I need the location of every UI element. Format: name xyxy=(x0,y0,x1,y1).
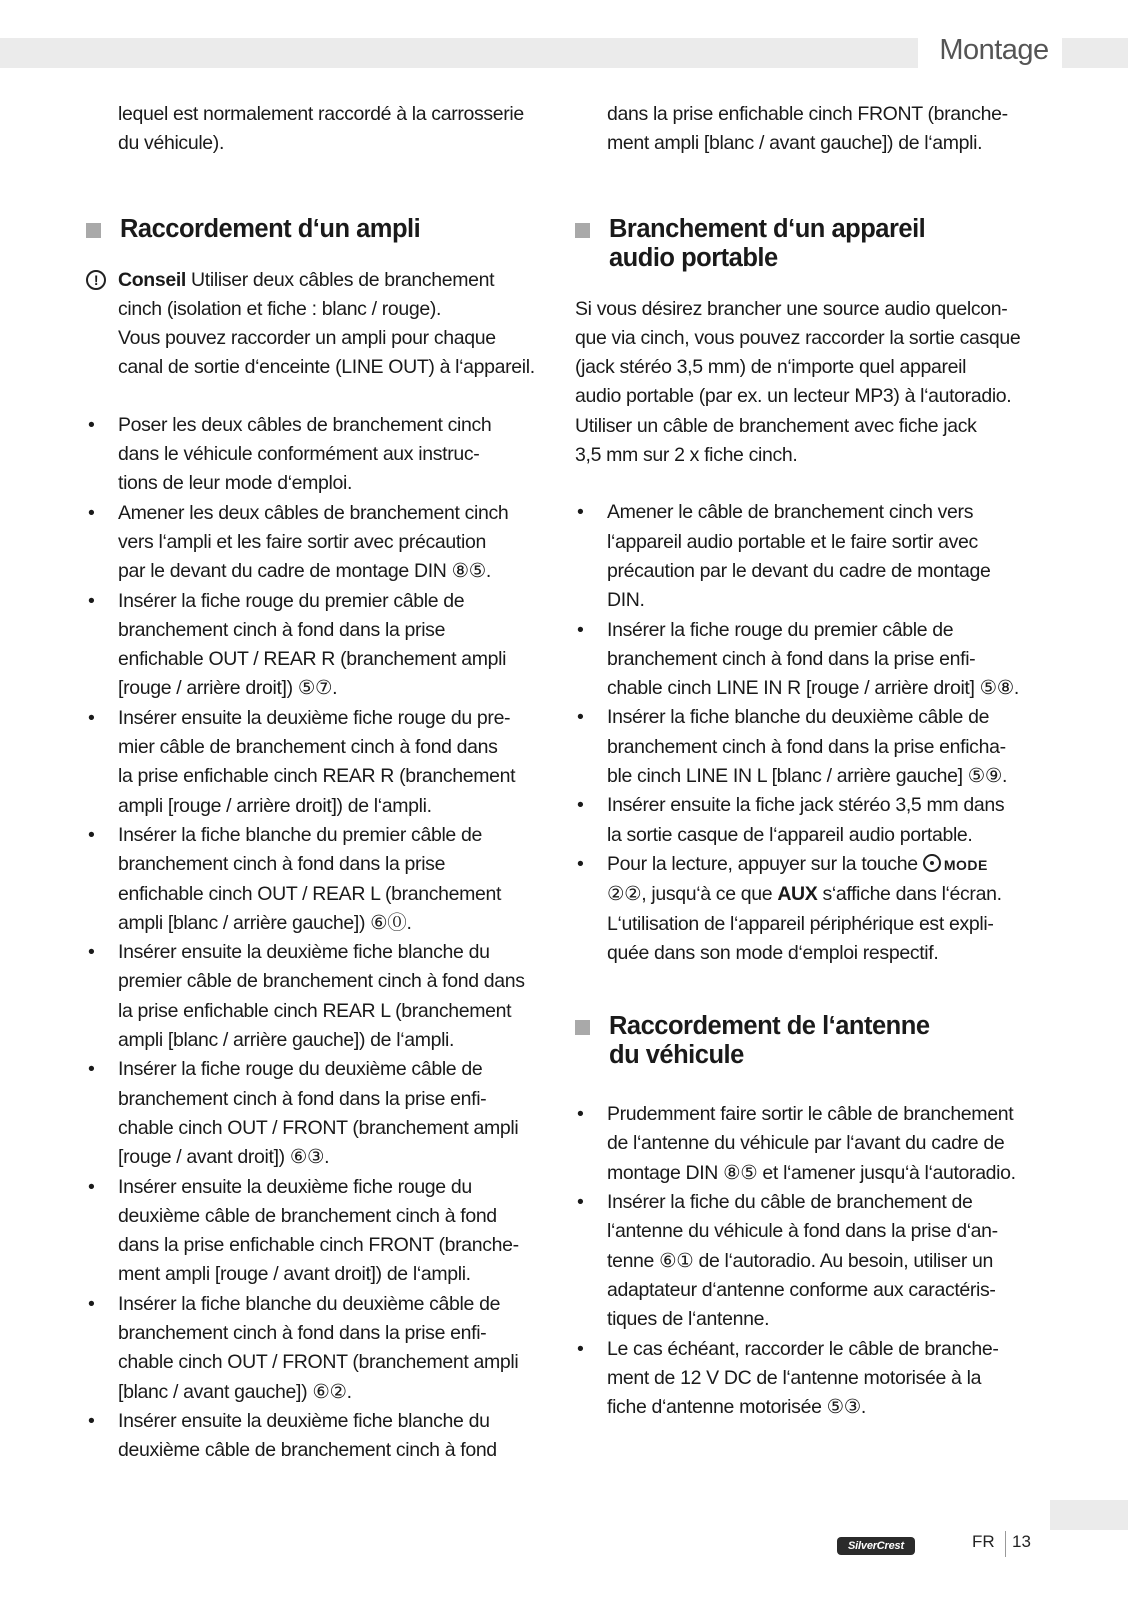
text-line: ble cinch LINE IN L [blanc / arrière gauche] ⑤⑨. xyxy=(607,765,1008,788)
exclamation-icon: ! xyxy=(86,270,106,290)
text-line: Insérer la fiche blanche du deuxième câble de xyxy=(118,1292,501,1315)
text-line: enfichable cinch OUT / REAR L (branchement xyxy=(118,882,502,905)
text-line: deuxième câble de branchement cinch à fond xyxy=(118,1439,497,1462)
text-line: Insérer ensuite la deuxième fiche rouge du xyxy=(118,1175,472,1198)
text-line: Insérer ensuite la deuxième fiche rouge du pre- xyxy=(118,706,511,729)
square-bullet-icon xyxy=(575,223,590,238)
text-line: dans la prise enfichable cinch FRONT (branche- xyxy=(118,1234,519,1257)
text-line: Insérer la fiche du câble de branchement de xyxy=(607,1191,973,1214)
footer-bar xyxy=(1050,1500,1128,1530)
list-item: • Insérer ensuite la deuxième fiche blanche du deuxième câble de branchement cinch à fond xyxy=(86,1407,546,1466)
text-line: chable cinch OUT / FRONT (branchement ampli xyxy=(118,1351,519,1374)
list-item: • Insérer la fiche rouge du premier câble de branchement cinch à fond dans la prise enfi- chable cinch LINE IN R [rouge / arrière droit] ⑤⑧. xyxy=(575,616,1035,704)
language-code: FR xyxy=(972,1532,995,1551)
text-line: tenne ⑥① de l‘autoradio. Au besoin, utiliser un xyxy=(607,1249,994,1272)
text-line: l‘antenne du véhicule à fond dans la prise d‘an- xyxy=(607,1220,998,1243)
list-item: • Insérer la fiche du câble de branchement de l‘antenne du véhicule à fond dans la prise d‘an- tenne ⑥① de l‘autoradio. Au besoin, utiliser un adaptateur d‘antenne conforme aux caractéris- tiques de l‘antenne. xyxy=(575,1188,1035,1334)
text-line: Le cas échéant, raccorder le câble de branche- xyxy=(607,1337,999,1360)
text-line: branchement cinch à fond dans la prise enfi- xyxy=(118,1087,487,1110)
right-bullet-list-1 xyxy=(575,498,1035,968)
text-line: branchement cinch à fond dans la prise enfi- xyxy=(118,1321,487,1344)
list-item: • Prudemment faire sortir le câble de branchement de l‘antenne du véhicule par l‘avant du cadre de montage DIN ⑧⑤ et l‘amener jusqu‘à l‘autoradio. xyxy=(575,1100,1035,1188)
list-item: • Le cas échéant, raccorder le câble de branche- ment de 12 V DC de l‘antenne motorisée à la fiche d‘antenne motorisée ⑤③. xyxy=(575,1335,1035,1423)
text-line: la prise enfichable cinch REAR L (branchement xyxy=(118,999,512,1022)
heading-portable-audio: Branchement d‘un appareil audio portable xyxy=(575,215,1035,273)
text-line: par le devant du cadre de montage DIN ⑧⑤. xyxy=(118,560,491,583)
text-line: tiques de l‘antenne. xyxy=(607,1308,770,1331)
list-item: • Poser les deux câbles de branchement cinch dans le véhicule conformément aux instruc- tions de leur mode d‘emploi. xyxy=(86,411,546,499)
text-line: cinch (isolation et fiche : blanc / rouge). xyxy=(118,297,442,320)
tip-block: ! Conseil Utiliser deux câbles de branchement cinch (isolation et fiche : blanc / rouge). Vous pouvez raccorder un ampli pour chaque canal de sortie d‘enceinte (LINE OUT) à l‘appareil. xyxy=(86,266,546,383)
list-item: • Insérer la fiche rouge du premier câble de branchement cinch à fond dans la prise enfichable OUT / REAR R (branchement ampli [rouge / arrière droit]) ⑤⑦. xyxy=(86,587,546,704)
text-line: branchement cinch à fond dans la prise xyxy=(118,618,446,641)
list-item-mode: • Pour la lecture, appuyer sur la touche MODE ②②, jusqu‘à ce que AUX s‘affiche dans l‘écran. L‘utilisation de l‘appareil périphérique est expli- quée dans son mode d‘emploi respectif. xyxy=(575,850,1035,968)
text-line: [rouge / arrière droit]) ⑤⑦. xyxy=(118,677,338,700)
text-line: Insérer ensuite la fiche jack stéréo 3,5 mm dans xyxy=(607,794,1005,817)
text-line: Insérer la fiche rouge du deuxième câble de xyxy=(118,1058,483,1081)
right-bullet-list-2 xyxy=(575,1100,1035,1422)
text-line: [rouge / avant droit]) ⑥③. xyxy=(118,1146,330,1169)
mode-key: MODE xyxy=(923,850,988,880)
text-line: l‘appareil audio portable et le faire sortir avec xyxy=(607,530,978,553)
text-line: de l‘antenne du véhicule par l‘avant du cadre de xyxy=(607,1132,1005,1155)
heading-amplifier: Raccordement d‘un ampli xyxy=(86,215,546,244)
list-item: • Insérer la fiche blanche du deuxième câble de branchement cinch à fond dans la prise enfi- chable cinch OUT / FRONT (branchement ampli [blanc / avant gauche]) ⑥②. xyxy=(86,1290,546,1407)
text-line: [blanc / avant gauche]) ⑥②. xyxy=(118,1380,352,1403)
list-item: • Insérer la fiche blanche du premier câble de branchement cinch à fond dans la prise enfichable cinch OUT / REAR L (branchement ampli [blanc / arrière gauche]) ⑥⓪. xyxy=(86,821,546,938)
text-line: Si vous désirez brancher une source audio quelcon- xyxy=(575,297,1008,320)
list-item: • Amener le câble de branchement cinch vers l‘appareil audio portable et le faire sortir avec précaution par le devant du cadre de montage DIN. xyxy=(575,498,1035,615)
text-line: précaution par le devant du cadre de montage xyxy=(607,559,991,582)
list-item: • Insérer ensuite la deuxième fiche rouge du pre- mier câble de branchement cinch à fond dans la prise enfichable cinch REAR R (branchement ampli [rouge / arrière droit]) de l‘ampli. xyxy=(86,704,546,821)
left-intro xyxy=(86,100,546,159)
square-bullet-icon xyxy=(86,223,101,238)
text-line: mier câble de branchement cinch à fond dans xyxy=(118,736,498,759)
list-item: • Insérer la fiche blanche du deuxième câble de branchement cinch à fond dans la prise enficha- ble cinch LINE IN L [blanc / arrière gauche] ⑤⑨. xyxy=(575,703,1035,791)
text-line: adaptateur d‘antenne conforme aux caractéris- xyxy=(607,1278,996,1301)
text-line: ment ampli [blanc / avant gauche]) de l‘ampli. xyxy=(607,132,983,155)
left-bullet-list xyxy=(86,411,546,1466)
text-line: fiche d‘antenne motorisée ⑤③. xyxy=(607,1396,866,1419)
text-line: enfichable OUT / REAR R (branchement ampli xyxy=(118,648,507,671)
left-column xyxy=(86,100,546,1465)
text-line: ampli [rouge / arrière droit]) de l‘ampli. xyxy=(118,794,432,817)
text-line: Vous pouvez raccorder un ampli pour chaque xyxy=(118,327,496,350)
list-item: • Insérer ensuite la deuxième fiche blanche du premier câble de branchement cinch à fond dans la prise enfichable cinch REAR L (branchement ampli [blanc / arrière gauche]) de l‘ampli. xyxy=(86,938,546,1055)
text-line: canal de sortie d‘enceinte (LINE OUT) à l‘appareil. xyxy=(118,356,535,379)
right-intro xyxy=(575,100,1035,159)
right-column xyxy=(575,100,1035,1422)
text-line: Insérer ensuite la deuxième fiche blanche du xyxy=(118,941,490,964)
list-item: • Insérer ensuite la fiche jack stéréo 3,5 mm dans la sortie casque de l‘appareil audio portable. xyxy=(575,791,1035,850)
text-line: 3,5 mm sur 2 x fiche cinch. xyxy=(575,444,798,467)
text-line: Prudemment faire sortir le câble de branchement xyxy=(607,1103,1014,1126)
text-line: Amener les deux câbles de branchement cinch xyxy=(118,501,509,524)
text-line: Insérer la fiche blanche du deuxième câble de xyxy=(607,706,990,729)
text-line: DIN. xyxy=(607,589,645,612)
text-line: audio portable (par ex. un lecteur MP3) à l‘autoradio. xyxy=(575,385,1012,408)
section-title: Montage xyxy=(939,34,1049,66)
text-line: Insérer la fiche rouge du premier câble de xyxy=(118,589,465,612)
text-line: branchement cinch à fond dans la prise xyxy=(118,853,446,876)
portable-audio-paragraph xyxy=(575,295,1035,471)
list-item: • Insérer ensuite la deuxième fiche rouge du deuxième câble de branchement cinch à fond dans la prise enfichable cinch FRONT (branche- ment ampli [rouge / avant droit]) de l‘ampli. xyxy=(86,1173,546,1290)
text-line: ment de 12 V DC de l‘antenne motorisée à la xyxy=(607,1366,982,1389)
text-line: deuxième câble de branchement cinch à fond xyxy=(118,1204,497,1227)
text-line: Insérer la fiche blanche du premier câble de xyxy=(118,823,482,846)
text-line: branchement cinch à fond dans la prise enfi- xyxy=(607,647,976,670)
text-line: montage DIN ⑧⑤ et l‘amener jusqu‘à l‘autoradio. xyxy=(607,1161,1016,1184)
header-bar-left xyxy=(0,38,918,68)
text-line: que via cinch, vous pouvez raccorder la sortie casque xyxy=(575,326,1021,349)
text-line: branchement cinch à fond dans la prise enficha- xyxy=(607,735,1006,758)
tip-label: Conseil xyxy=(118,268,186,291)
brand-logo: SilverCrest xyxy=(837,1537,915,1555)
text-line: Amener le câble de branchement cinch vers xyxy=(607,501,974,524)
text-line: Insérer la fiche rouge du premier câble de xyxy=(607,618,954,641)
text-line: vers l‘ampli et les faire sortir avec précaution xyxy=(118,530,486,553)
mode-icon xyxy=(923,854,941,872)
list-item: • Insérer la fiche rouge du deuxième câble de branchement cinch à fond dans la prise enfi- chable cinch OUT / FRONT (branchement ampli [rouge / avant droit]) ⑥③. xyxy=(86,1055,546,1172)
text-line: tions de leur mode d‘emploi. xyxy=(118,472,353,495)
text-line: lequel est normalement raccordé à la carrosserie xyxy=(118,103,524,125)
text-line: premier câble de branchement cinch à fond dans xyxy=(118,970,525,993)
heading-antenna: Raccordement de l‘antenne du véhicule xyxy=(575,1012,1035,1070)
text-line: Poser les deux câbles de branchement cinch xyxy=(118,413,492,436)
text-line: (jack stéréo 3,5 mm) de n‘importe quel appareil xyxy=(575,356,967,379)
text-line: chable cinch LINE IN R [rouge / arrière droit] ⑤⑧. xyxy=(607,677,1019,700)
text-line: ment ampli [rouge / avant droit]) de l‘ampli. xyxy=(118,1263,471,1286)
square-bullet-icon xyxy=(575,1020,590,1035)
footer-divider xyxy=(1005,1531,1006,1557)
text-line: Insérer ensuite la deuxième fiche blanche du xyxy=(118,1409,490,1432)
text-line: chable cinch OUT / FRONT (branchement ampli xyxy=(118,1116,519,1139)
text-line: dans la prise enfichable cinch FRONT (branche- xyxy=(607,103,1008,125)
text-line: Utiliser un câble de branchement avec fiche jack xyxy=(575,414,977,437)
page-number: 13 xyxy=(1012,1532,1031,1551)
text-line: ampli [blanc / arrière gauche]) de l‘ampli. xyxy=(118,1029,455,1052)
list-item: • Amener les deux câbles de branchement cinch vers l‘ampli et les faire sortir avec précaution par le devant du cadre de montage DIN ⑧⑤. xyxy=(86,499,546,587)
text-line: dans le véhicule conformément aux instruc- xyxy=(118,443,480,466)
text-line: ampli [blanc / arrière gauche]) ⑥⓪. xyxy=(118,911,412,934)
header-bar-right xyxy=(1062,38,1128,68)
text-line: la prise enfichable cinch REAR R (branchement xyxy=(118,765,516,788)
text-line: la sortie casque de l‘appareil audio portable. xyxy=(607,823,973,846)
text-line: du véhicule). xyxy=(118,132,225,155)
